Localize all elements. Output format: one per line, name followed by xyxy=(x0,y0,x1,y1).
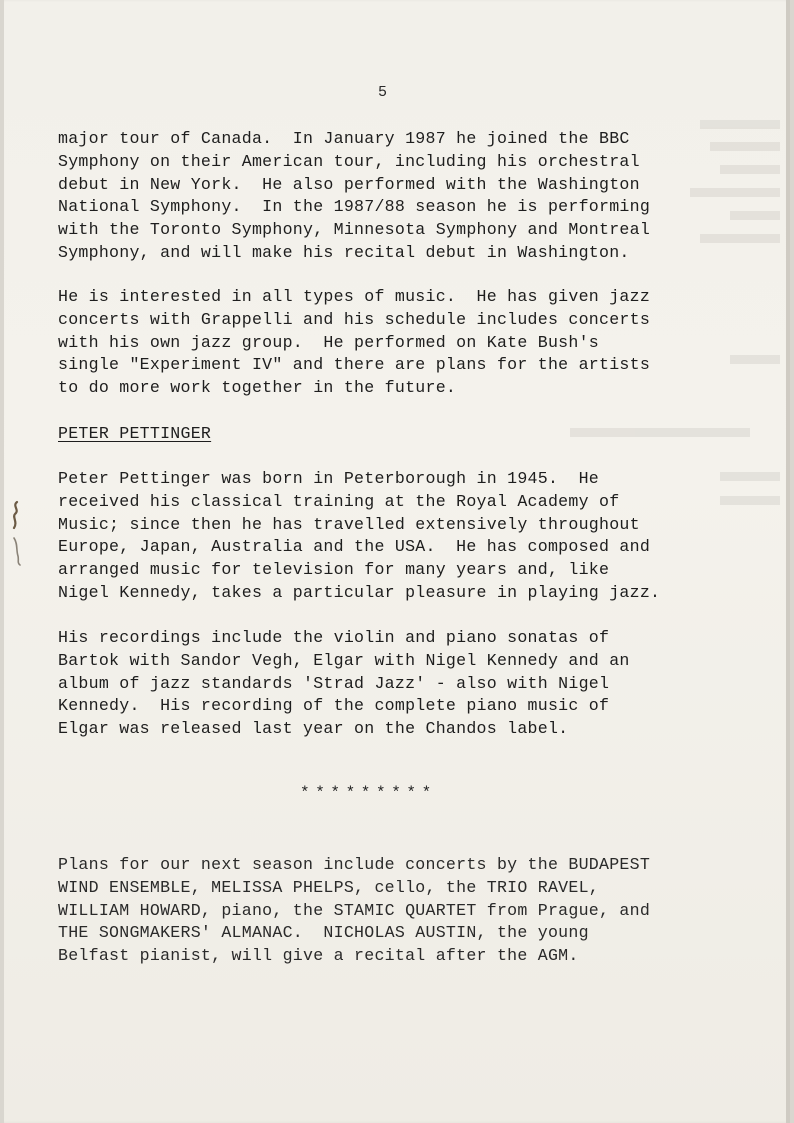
text-line: to do more work together in the future. xyxy=(58,378,457,397)
text-line: His recordings include the violin and piano sonatas of xyxy=(58,628,610,647)
text-line: debut in New York. He also performed with the Washington xyxy=(58,174,640,194)
text-line: Plans for our next season include concerts by the BUDAPEST xyxy=(58,855,651,874)
text-line: concerts with Grappelli and his schedule includes concerts xyxy=(58,309,651,329)
page-edge xyxy=(786,0,790,1123)
section-heading: PETER PETTINGER xyxy=(58,424,212,443)
paragraph-pettinger-recordings xyxy=(58,627,758,741)
text-line: major tour of Canada. In January 1987 he joined the BBC xyxy=(58,129,630,148)
text-line: Nigel Kennedy, takes a particular pleasure in playing jazz. xyxy=(58,582,661,602)
text-line: Symphony, and will make his recital debut in Washington. xyxy=(58,242,630,262)
text-line: Peter Pettinger was born in Peterborough in 1945. He xyxy=(58,469,600,488)
text-line: Elgar was released last year on the Chandos label. xyxy=(58,719,569,738)
text-line: Music; since then he has travelled extensively throughout xyxy=(58,514,640,534)
text-line: WILLIAM HOWARD, piano, the STAMIC QUARTET from Prague, and xyxy=(58,900,651,920)
staple-icon xyxy=(8,500,24,530)
text-line: Belfast pianist, will give a recital after the AGM. xyxy=(58,946,579,965)
paragraph-pettinger-bio xyxy=(58,468,758,605)
text-line: Bartok with Sandor Vegh, Elgar with Nigel Kennedy and an xyxy=(58,650,630,670)
text-line: National Symphony. In the 1987/88 season he is performing xyxy=(58,197,651,217)
text-line: THE SONGMAKERS' ALMANAC. NICHOLAS AUSTIN, the young xyxy=(58,923,589,943)
text-line: WIND ENSEMBLE, MELISSA PHELPS, cello, the TRIO RAVEL, xyxy=(58,877,600,897)
staple-icon xyxy=(8,536,24,566)
text-line: single "Experiment IV" and there are plans for the artists xyxy=(58,355,651,375)
text-line: received his classical training at the Royal Academy of xyxy=(58,491,620,511)
page-number: 5 xyxy=(378,84,388,101)
text-line: Symphony on their American tour, including his orchestral xyxy=(58,151,640,171)
text-line: album of jazz standards 'Strad Jazz' - also with Nigel xyxy=(58,673,610,693)
paragraph-next-season xyxy=(58,854,758,968)
paragraph-kennedy-career xyxy=(58,128,758,265)
text-line: with his own jazz group. He performed on Kate Bush's xyxy=(58,332,600,352)
document-page xyxy=(4,0,790,1123)
paragraph-kennedy-interests xyxy=(58,286,758,400)
text-line: with the Toronto Symphony, Minnesota Symphony and Montreal xyxy=(58,220,651,239)
text-line: arranged music for television for many years and, like xyxy=(58,560,610,579)
text-line: Europe, Japan, Australia and the USA. He has composed and xyxy=(58,537,651,557)
asterisk-separator: ********* xyxy=(300,784,437,802)
text-line: He is interested in all types of music. He has given jazz xyxy=(58,287,651,306)
text-line: Kennedy. His recording of the complete piano music of xyxy=(58,696,610,716)
